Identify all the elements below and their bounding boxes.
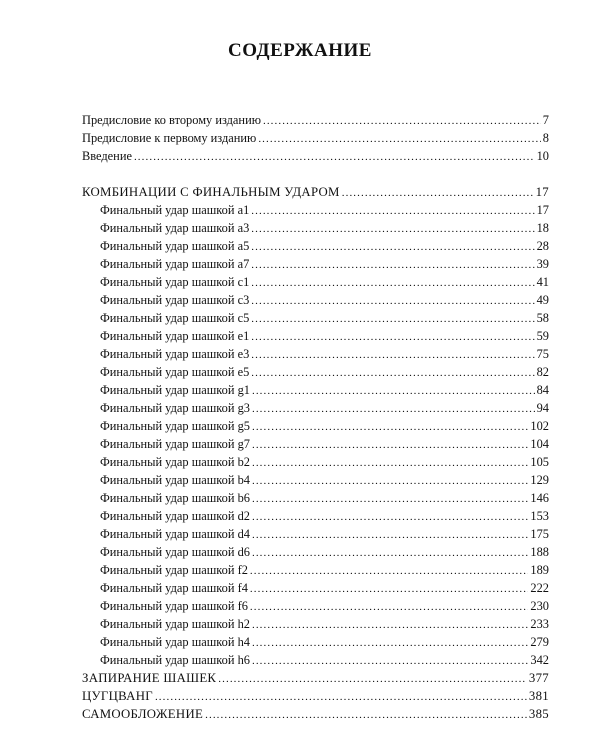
dot-leader <box>134 148 535 165</box>
dot-leader <box>252 454 528 471</box>
toc-subentry-label: Финальный удар шашкой e1 <box>100 329 250 343</box>
dot-leader <box>263 112 541 129</box>
toc-subentry-page: 58 <box>536 311 549 325</box>
toc-subentry-label: Финальный удар шашкой g7 <box>100 437 250 451</box>
dot-leader <box>252 526 528 543</box>
toc-subentry[interactable] <box>100 418 549 435</box>
toc-subentry[interactable] <box>100 238 549 255</box>
toc-subentry[interactable] <box>100 526 549 543</box>
toc-entry-label: Предисловие ко второму изданию <box>82 113 261 127</box>
toc-entry-preface-1st[interactable] <box>82 130 549 147</box>
toc-subentry[interactable] <box>100 508 549 525</box>
toc-subentry[interactable] <box>100 328 549 345</box>
dot-leader <box>250 598 529 615</box>
toc-entry-introduction[interactable] <box>82 148 549 165</box>
dot-leader <box>218 670 527 687</box>
toc-subentry-page: 189 <box>530 563 549 577</box>
toc-subentry-label: Финальный удар шашкой e5 <box>100 365 250 379</box>
toc-subentry-page: 153 <box>530 509 549 523</box>
toc-section-label: ЦУГЦВАНГ <box>82 689 153 703</box>
toc-subentry[interactable] <box>100 436 549 453</box>
toc-subentry-page: 233 <box>530 617 549 631</box>
toc-subentry-page: 41 <box>536 275 549 289</box>
toc-subentry-page: 146 <box>530 491 549 505</box>
dot-leader <box>252 436 528 453</box>
toc-subentry-label: Финальный удар шашкой a3 <box>100 221 250 235</box>
toc-section-final-strike[interactable] <box>82 184 549 201</box>
toc-subentry[interactable] <box>100 346 549 363</box>
dot-leader <box>342 184 534 201</box>
toc-subentry-label: Финальный удар шашкой a5 <box>100 239 250 253</box>
dot-leader <box>252 400 535 417</box>
toc-subentry-page: 49 <box>536 293 549 307</box>
toc-entry-page: 8 <box>542 131 549 145</box>
dot-leader <box>252 508 528 525</box>
toc-subentry-label: Финальный удар шашкой c5 <box>100 311 250 325</box>
toc-subentry-page: 28 <box>536 239 549 253</box>
toc-subentry-page: 230 <box>530 599 549 613</box>
toc-subentry-label: Финальный удар шашкой e3 <box>100 347 250 361</box>
toc-entry-label: Введение <box>82 149 132 163</box>
toc-section-page: 381 <box>528 689 549 703</box>
toc-subentry-label: Финальный удар шашкой d6 <box>100 545 250 559</box>
toc-subentry-page: 188 <box>530 545 549 559</box>
toc-subentry-label: Финальный удар шашкой a1 <box>100 203 250 217</box>
page-title: СОДЕРЖАНИЕ <box>228 40 372 61</box>
dot-leader <box>251 256 534 273</box>
toc-subentry-label: Финальный удар шашкой f2 <box>100 563 248 577</box>
toc-section-label: ЗАПИРАНИЕ ШАШЕК <box>82 671 217 685</box>
toc-subentry-page: 222 <box>530 581 549 595</box>
toc-subentry-label: Финальный удар шашкой g3 <box>100 401 250 415</box>
toc-subentry[interactable] <box>100 274 549 291</box>
dot-leader <box>250 562 529 579</box>
toc-subentry-page: 18 <box>536 221 549 235</box>
dot-leader <box>252 418 528 435</box>
toc-subentry-label: Финальный удар шашкой c3 <box>100 293 250 307</box>
toc-subentry-label: Финальный удар шашкой g1 <box>100 383 250 397</box>
dot-leader <box>252 634 528 651</box>
toc-subentry[interactable] <box>100 454 549 471</box>
toc-subentry-label: Финальный удар шашкой h2 <box>100 617 250 631</box>
toc-subentry-label: Финальный удар шашкой b6 <box>100 491 250 505</box>
toc-subentry[interactable] <box>100 544 549 561</box>
toc-subentry[interactable] <box>100 472 549 489</box>
toc-subentry-page: 94 <box>536 401 549 415</box>
dot-leader <box>251 274 534 291</box>
toc-subentry-label: Финальный удар шашкой f6 <box>100 599 248 613</box>
dot-leader <box>250 580 529 597</box>
toc-subentry-page: 82 <box>536 365 549 379</box>
dot-leader <box>252 616 528 633</box>
toc-entry-page: 10 <box>536 149 549 163</box>
dot-leader <box>252 652 528 669</box>
toc-subentry-page: 129 <box>530 473 549 487</box>
toc-subentry[interactable] <box>100 562 549 579</box>
toc-subentry[interactable] <box>100 490 549 507</box>
toc-section-page: 385 <box>528 707 549 721</box>
dot-leader <box>205 706 527 723</box>
toc-subentry-label: Финальный удар шашкой a7 <box>100 257 250 271</box>
toc-section-page: 17 <box>535 185 549 199</box>
toc-subentry-page: 59 <box>536 329 549 343</box>
dot-leader <box>251 364 534 381</box>
toc-entry-preface-2nd[interactable] <box>82 112 549 129</box>
toc-subentry[interactable] <box>100 382 549 399</box>
toc-subentry-page: 342 <box>530 653 549 667</box>
toc-subentry-page: 279 <box>530 635 549 649</box>
toc-subentry[interactable] <box>100 202 549 219</box>
dot-leader <box>252 544 528 561</box>
dot-leader <box>252 382 535 399</box>
toc-subentry[interactable] <box>100 256 549 273</box>
dot-leader <box>251 310 534 327</box>
toc-subentry-label: Финальный удар шашкой h6 <box>100 653 250 667</box>
dot-leader <box>251 328 534 345</box>
dot-leader <box>251 346 534 363</box>
toc-subentry-label: Финальный удар шашкой d4 <box>100 527 250 541</box>
dot-leader <box>258 130 540 147</box>
toc-subentry[interactable] <box>100 580 549 597</box>
toc-subentry[interactable] <box>100 292 549 309</box>
toc-section-zugzwang[interactable] <box>82 688 549 705</box>
dot-leader <box>251 220 534 237</box>
toc-subentry-label: Финальный удар шашкой d2 <box>100 509 250 523</box>
dot-leader <box>155 688 527 705</box>
toc-subentry-label: Финальный удар шашкой h4 <box>100 635 250 649</box>
toc-subentry[interactable] <box>100 310 549 327</box>
toc-section-self-blocking[interactable] <box>82 706 549 723</box>
toc-subentry-page: 105 <box>530 455 549 469</box>
dot-leader <box>251 202 534 219</box>
toc-subentry[interactable] <box>100 400 549 417</box>
toc-subentry[interactable] <box>100 364 549 381</box>
toc-section-locking[interactable] <box>82 670 549 687</box>
toc-subentry-label: Финальный удар шашкой f4 <box>100 581 248 595</box>
toc-subentry[interactable] <box>100 652 549 669</box>
toc-entry-label: Предисловие к первому изданию <box>82 131 257 145</box>
toc-section-label: КОМБИНАЦИИ С ФИНАЛЬНЫМ УДАРОМ <box>82 185 340 199</box>
toc-subentry-page: 39 <box>536 257 549 271</box>
toc-subentry-page: 17 <box>536 203 549 217</box>
toc-subentry-page: 102 <box>530 419 549 433</box>
toc-subentry-label: Финальный удар шашкой g5 <box>100 419 250 433</box>
toc-subentry[interactable] <box>100 616 549 633</box>
toc-subentry[interactable] <box>100 598 549 615</box>
dot-leader <box>252 490 528 507</box>
dot-leader <box>251 292 534 309</box>
toc-entry-page: 7 <box>542 113 549 127</box>
toc-subentry-page: 104 <box>530 437 549 451</box>
toc-subentry-page: 84 <box>536 383 549 397</box>
toc-section-label: САМООБЛОЖЕНИЕ <box>82 707 204 721</box>
toc-subentry[interactable] <box>100 220 549 237</box>
toc-section-page: 377 <box>528 671 549 685</box>
toc-subentry-page: 75 <box>536 347 549 361</box>
toc-subentry[interactable] <box>100 634 549 651</box>
toc-subentry-page: 175 <box>530 527 549 541</box>
dot-leader <box>252 472 528 489</box>
toc-subentry-label: Финальный удар шашкой c1 <box>100 275 250 289</box>
dot-leader <box>251 238 534 255</box>
toc-subentry-label: Финальный удар шашкой b4 <box>100 473 250 487</box>
toc-subentry-label: Финальный удар шашкой b2 <box>100 455 250 469</box>
